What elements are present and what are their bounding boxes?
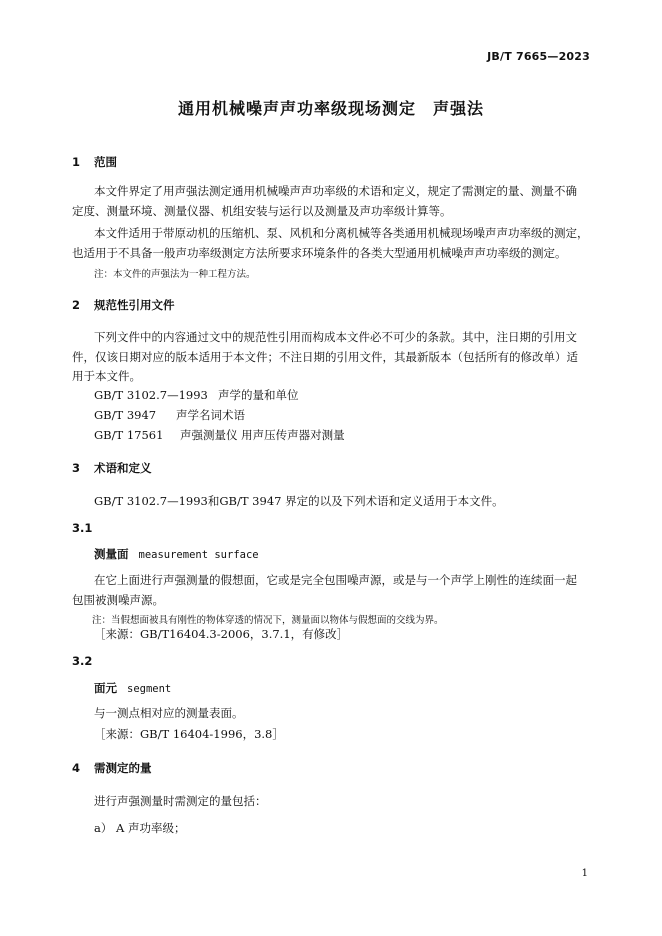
paragraph-line: 本文件界定了用声强法测定通用机械噪声声功率级的术语和定义，规定了需测定的量、测量不确 [94, 184, 577, 198]
paragraph-line: 包围被测噪声源。 [72, 593, 164, 607]
section-number: 2 [72, 298, 81, 312]
note: 注：本文件的声强法为一种工程方法。 [94, 269, 256, 280]
section-3-heading [72, 460, 152, 476]
section-number: 4 [72, 761, 81, 775]
term-number: 3.1 [72, 521, 93, 535]
section-1-heading [72, 154, 117, 170]
term-chinese: 测量面 [94, 547, 129, 561]
term-heading [94, 680, 171, 696]
page-number: 1 [581, 868, 588, 879]
reference-title: 声学名词术语 [176, 408, 245, 422]
standard-code: JB/T 7665—2023 [487, 50, 590, 63]
document-title: 通用机械噪声声功率级现场测定 声强法 [177, 99, 484, 118]
reference-item [94, 427, 345, 443]
reference-title: 声强测量仪 用声压传声器对测量 [180, 428, 345, 442]
paragraph-line: 用于本文件。 [72, 369, 141, 383]
paragraph-line: 本文件适用于带原动机的压缩机、泵、风机和分离机械等各类通用机械现场噪声声功率级的测定， [94, 226, 589, 240]
paragraph-line: 在它上面进行声强测量的假想面，它或是完全包围噪声源，或是与一个声学上刚性的连续面一起 [94, 573, 577, 587]
section-number: 1 [72, 155, 81, 169]
reference-item [94, 387, 299, 403]
section-title: 范围 [94, 155, 117, 169]
reference-code: GB/T 3102.7—1993 [94, 388, 208, 402]
section-title: 术语和定义 [94, 461, 152, 475]
reference-code: GB/T 3947 [94, 408, 157, 422]
list-marker: a） [94, 821, 113, 835]
section-2-heading [72, 297, 175, 313]
term-chinese: 面元 [94, 681, 117, 695]
paragraph-line: 下列文件中的内容通过文中的规范性引用而构成本文件必不可少的条款。其中，注日期的引用文 [94, 330, 577, 344]
section-title: 需测定的量 [94, 761, 152, 775]
paragraph-line: GB/T 3102.7—1993和GB/T 3947 界定的以及下列术语和定义适用于本文件。 [94, 494, 504, 508]
section-title: 规范性引用文件 [94, 298, 175, 312]
reference-title: 声学的量和单位 [218, 388, 299, 402]
paragraph-line: 件，仅该日期对应的版本适用于本文件；不注日期的引用文件，其最新版本（包括所有的修改单）适 [72, 350, 578, 364]
term-english: segment [127, 683, 172, 695]
section-4-heading [72, 760, 152, 776]
section-number: 3 [72, 461, 81, 475]
source-citation: ［来源：GB/T 16404-1996，3.8］ [94, 727, 284, 741]
note: 注：当假想面被具有刚性的物体穿透的情况下，测量面以物体与假想面的交线为界。 [92, 615, 444, 626]
reference-item [94, 407, 245, 423]
paragraph-line: 与一测点相对应的测量表面。 [94, 706, 244, 720]
term-number: 3.2 [72, 654, 93, 668]
paragraph-line: 定度、测量环境、测量仪器、机组安装与运行以及测量及声功率级计算等。 [72, 204, 452, 218]
term-english: measurement surface [138, 549, 259, 561]
term-heading [94, 546, 259, 562]
reference-code: GB/T 17561 [94, 428, 164, 442]
list-item-text: A 声功率级； [116, 821, 186, 835]
paragraph-line: 也适用于不具备一般声功率级测定方法所要求环境条件的各类大型通用机械噪声声功率级的测定。 [72, 246, 567, 260]
list-item [94, 818, 185, 838]
paragraph-line: 进行声强测量时需测定的量包括： [94, 794, 267, 808]
source-citation: ［来源：GB/T16404.3-2006，3.7.1，有修改］ [94, 627, 349, 641]
